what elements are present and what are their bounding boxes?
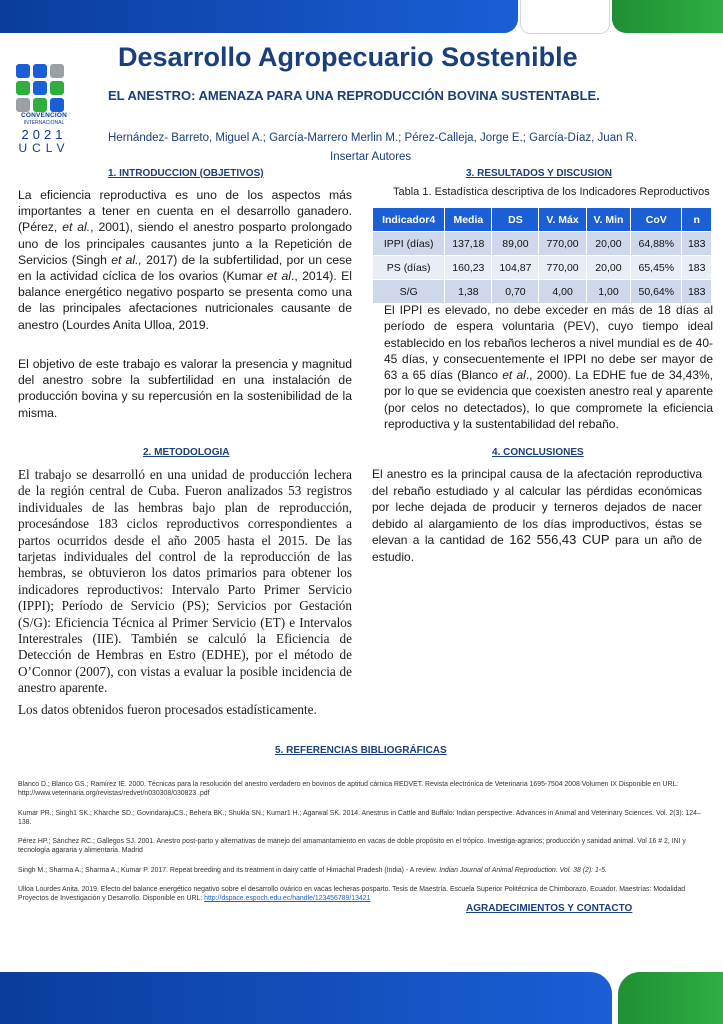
table-header-row	[373, 208, 712, 232]
table-cell: 50,64%	[631, 280, 682, 304]
header-bar-blue	[0, 0, 518, 33]
reference-item	[18, 885, 708, 904]
table-row	[373, 232, 712, 256]
reference-text: Singh M.; Sharma A.; Sharma A.; Kumar P. 2017. Repeat breeding and its treatment in dairy cattle of Himachal Pradesh (India) - A review.	[18, 866, 440, 874]
table-cell: S/G	[373, 280, 445, 304]
header-bar-green	[612, 0, 723, 33]
table-cell: 20,00	[586, 256, 630, 280]
intro-text: , 2001), siendo el anestro posparto prolongado uno de los principales causantes junto a la Repetición de Servicios (Singh	[18, 220, 353, 267]
table-cell: IPPI (días)	[373, 232, 445, 256]
logo-square	[50, 81, 64, 95]
convention-logo-icon	[16, 64, 68, 116]
table-header: Media	[445, 208, 492, 232]
logo-text-internacional: INTERNACIONAL	[23, 120, 65, 126]
table-caption: Tabla 1. Estadística descriptiva de los Indicadores Reproductivos	[393, 186, 710, 198]
reference-text: Ulloa Lourdes Anita. 2019. Efecto del balance energético negativo sobre el desarrollo ovárico en vacas lecheras posparto. Tesis de Maestría. Escuela Superior Politécnica de Chimborazo, Ecuador. Maestrías: Modalidad Proyectos de Investigación y Desarrollo. Disponible en URL:	[18, 886, 686, 903]
footer-bar-blue	[0, 972, 612, 1024]
intro-etal: et al.,	[111, 252, 142, 267]
table-row	[373, 280, 712, 304]
table-header: CoV	[631, 208, 682, 232]
reference-link[interactable]: http://dspace.espoch.edu.ec/handle/123456789/13421	[204, 895, 371, 903]
table-cell: 183	[682, 232, 712, 256]
table-cell: 183	[682, 280, 712, 304]
results-text: El IPPI es elevado, no debe exceder en más de 18 días al período de espera voluntaria (PEV), cuyo tiempo ideal establecido en los rebaños lecheros a nivel mundial es de 40-45 días, y consecuentemente el IPPI no debe ser mayor de 63 a 65 días (Blanco	[384, 303, 713, 383]
conclusions-amount: 162 556,43 CUP	[509, 532, 610, 547]
table-cell: 0,70	[492, 280, 539, 304]
intro-text: 2017) de la subfertilidad, por un cese en la actividad cíclica de los ovarios (Kumar	[18, 252, 352, 284]
table-header: n	[682, 208, 712, 232]
statistics-table	[372, 207, 712, 304]
results-text: ., 2000). La EDHE fue de 34,43%, por lo que se evidencia que coexisten anestro real y aparente (por celos no detectados), lo que compromete la eficiencia reproductiva y la sustentabilidad del rebaño.	[384, 368, 713, 432]
table-cell: 1,38	[445, 280, 492, 304]
reference-item: Blanco D.; Blanco GS.; Ramírez IE. 2000. Técnicas para la resolución del anestro verdadero en bovinos de aptitud cárnica REDVET. Revista electrónica de Veterinaria 1695-7504 2008 Volumen IX Disponible en URL: http://www.veterinaria.org/revistas/redvet/n030308/030823 .pdf	[18, 781, 679, 798]
logo-square	[50, 64, 64, 78]
conclusions-paragraph	[372, 466, 702, 565]
results-heading: 3. RESULTADOS Y DISCUSION	[466, 168, 612, 179]
table-cell: 137,18	[445, 232, 492, 256]
table-cell: 20,00	[586, 232, 630, 256]
logo-square	[16, 64, 30, 78]
reference-journal: Indian Journal of Animal Reproduction. Vol. 38 (2): 1-5.	[439, 866, 607, 874]
intro-etal: et al	[266, 269, 291, 284]
table-header: V. Máx	[539, 208, 586, 232]
reference-item	[18, 809, 708, 828]
results-etal: et al	[502, 368, 526, 383]
logo-year: 2021	[21, 127, 67, 142]
references-list	[18, 780, 708, 914]
conclusions-text: El anestro es la principal causa de la afectación reproductiva del rebaño estudiado y al calcular las pérdidas económicas por leche dejada de producir y terneros dejados de nacer debido al alargamiento de los días improductivos, éstas se elevan a la cantidad de	[372, 467, 702, 547]
poster-title: Desarrollo Agropecuario Sostenible	[118, 42, 578, 72]
reference-text: Kumar PR.; Singh1 SK.; Kharche SD.; GovindarajuCS.; Behera BK.; Shukla SN.; Kumar1 H.; Agarwal SK. 2014. Anestrus in Cattle and Buffalo: Indian perspective.	[18, 809, 515, 817]
logo-square	[33, 64, 47, 78]
logo-text-convencion: CONVENCION	[20, 112, 68, 119]
table-header: Indicador4	[373, 208, 445, 232]
intro-paragraph-2: El objetivo de este trabajo es valorar la presencia y magnitud del anestro sobre la subfertilidad en una instalación de producción bovina y su repercusión en la sostenibilidad de la misma.	[18, 357, 352, 420]
table-cell: 64,88%	[631, 232, 682, 256]
table-cell: 160,23	[445, 256, 492, 280]
table-row	[373, 256, 712, 280]
footer-bar-green	[618, 972, 723, 1024]
poster-authors: Hernández- Barreto, Miguel A.; García-Marrero Merlin M.; Pérez-Calleja, Jorge E.; García-Díaz, Juan R.	[108, 132, 638, 144]
poster-subtitle: EL ANESTRO: AMENAZA PARA UNA REPRODUCCIÓN BOVINA SUSTENTABLE.	[108, 88, 600, 103]
conclusions-heading: 4. CONCLUSIONES	[492, 447, 584, 458]
table-cell: 1,00	[586, 280, 630, 304]
table-cell: PS (días)	[373, 256, 445, 280]
methodology-paragraph-1: El trabajo se desarrolló en una unidad de producción lechera de la región central de Cuba. Fueron analizados 53 registros individuales de las hembras bajo plan de reproducción, procesándose 183 ciclos reproductivos correspondientes a partos ocurridos desde el año 2005 hasta el 2015. De las tarjetas individuales del control de la reproducción de las hembras, se obtuvieron los datos primarios para obtener los indicadores reproductivos: Intervalo Parto Primer Servicio (IPPI); Período de Servicio (PS); Servicios por Gestación (S/G): Eficiencia Técnica al Primer Servicio (ET) e Intervalos Interestrales (IIE). También se calculó la Eficiencia de Detección de Hembras en Estro (EDHE), por el método de O’Connor (2007), con vistas a evaluar la posible incidencia de anestro aparente.	[18, 467, 352, 696]
methodology-paragraph-2: Los datos obtenidos fueron procesados estadísticamente.	[18, 702, 317, 717]
table-cell: 183	[682, 256, 712, 280]
logo-square	[16, 98, 30, 112]
reference-item	[18, 866, 708, 875]
table-cell: 89,00	[492, 232, 539, 256]
insert-authors-placeholder: Insertar Autores	[330, 151, 412, 163]
results-paragraph	[384, 302, 713, 432]
references-heading: 5. REFERENCIAS BIBLIOGRÁFICAS	[275, 745, 447, 756]
logo-org: UCLV	[18, 141, 70, 155]
reference-item: Pérez HP.; Sánchez RC.; Gallegos SJ. 2001. Anestro post-parto y alternativas de manejo del amamantamiento en vacas de doble propósito en el trópico. Investiga-agrarios; producción y sanidad animal. Vol 16 # 2, INI y tecnología agararia y alimentaria. Madrid	[18, 838, 686, 855]
table-header: DS	[492, 208, 539, 232]
intro-heading: 1. INTRODUCCION (OBJETIVOS)	[108, 168, 264, 179]
logo-square	[33, 81, 47, 95]
table-header: V. Min	[586, 208, 630, 232]
logo-square	[50, 98, 64, 112]
reference-text: Advances in Animal and Veterinary Sciences. Vol. 2(3): 124–138.	[18, 809, 701, 826]
acknowledgements-heading: AGRADECIMIENTOS Y CONTACTO	[466, 903, 633, 914]
intro-text: ., 2014). El balance energético negativo posparto se presenta como una de las principales afectaciones nutricionales causante de anestro (Lourdes Anita Ulloa, 2019.	[18, 269, 352, 332]
table-cell: 770,00	[539, 232, 586, 256]
intro-etal: et al.	[62, 220, 91, 235]
logo-square	[16, 81, 30, 95]
table-cell: 4,00	[539, 280, 586, 304]
table-cell: 104,87	[492, 256, 539, 280]
logo-square	[33, 98, 47, 112]
conclusions-text: para un año de estudio.	[372, 533, 702, 564]
intro-text: La eficiencia reproductiva es uno de los aspectos más importantes a tener en cuenta en el desarrollo ganadero. (Pérez,	[18, 188, 352, 235]
table-cell: 65,45%	[631, 256, 682, 280]
intro-paragraph-1	[18, 187, 352, 333]
header-bar-white	[520, 0, 610, 34]
table-cell: 770,00	[539, 256, 586, 280]
methodology-heading: 2. METODOLOGIA	[143, 447, 230, 458]
